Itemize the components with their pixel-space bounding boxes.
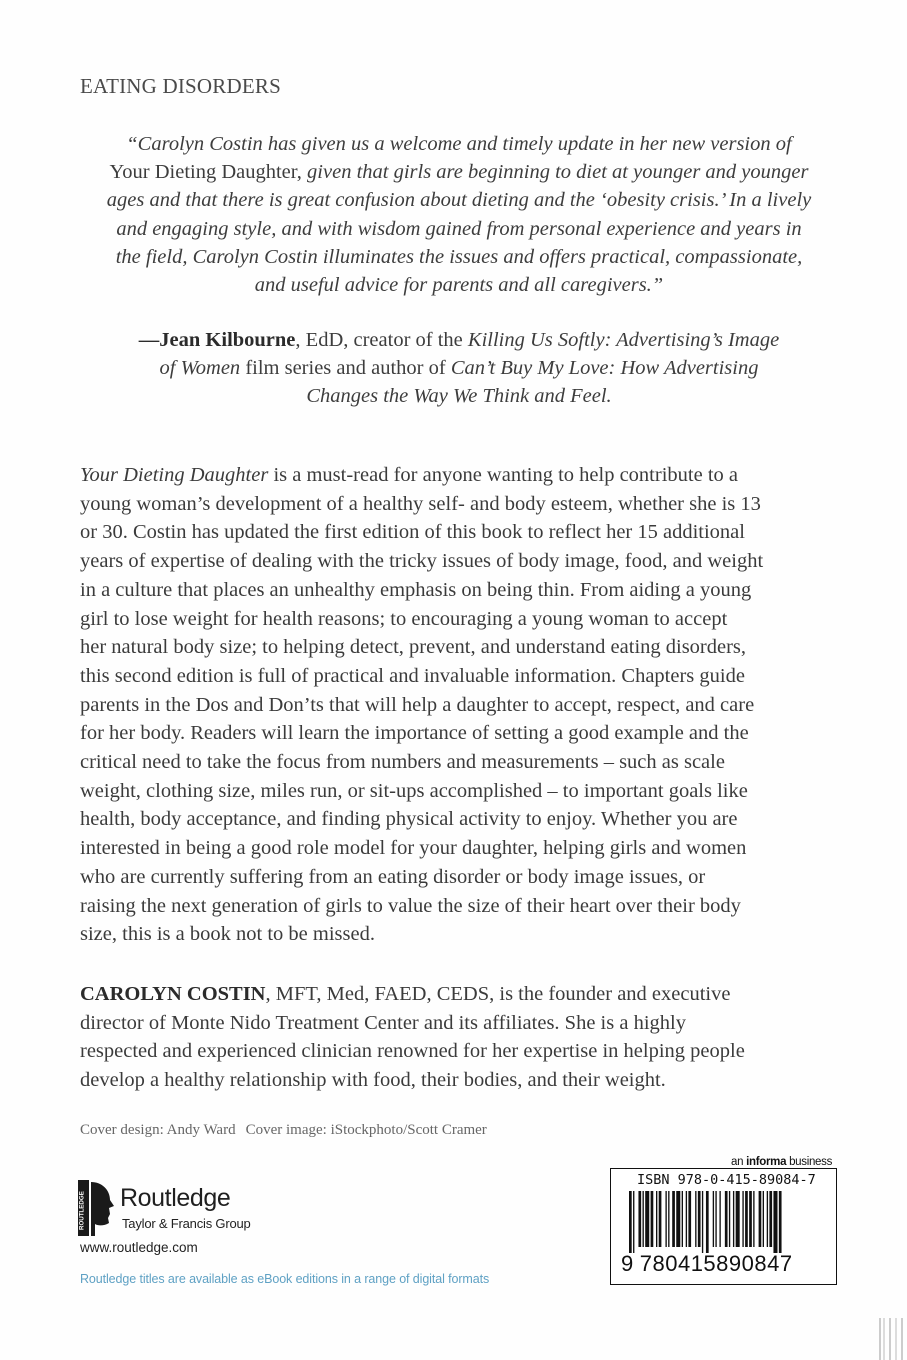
barcode-bar	[672, 1191, 675, 1247]
barcode-bar	[736, 1191, 740, 1247]
routledge-head-icon	[78, 1180, 116, 1236]
barcode-bar	[643, 1191, 644, 1247]
quote-text: given that girls are beginning to diet at younger and younger	[301, 161, 809, 184]
barcode-bar	[779, 1191, 782, 1253]
informa-prefix: an	[731, 1156, 747, 1168]
attribution-text: , EdD, creator of the	[295, 329, 468, 351]
informa-business-label	[731, 1156, 832, 1168]
quote-book-title: Your Dieting Daughter,	[109, 161, 302, 184]
description-line: girl to lose weight for health reasons; to encouraging a young woman to accept	[80, 607, 728, 630]
barcode-bar	[665, 1191, 666, 1247]
description-line	[80, 461, 846, 490]
barcode-bar	[763, 1191, 764, 1247]
barcode-bar	[753, 1191, 754, 1247]
barcode-bar	[659, 1191, 662, 1247]
attribution-text: film series and author of	[240, 357, 451, 380]
barcode-digit-lead: 9	[621, 1251, 634, 1276]
description-line: young woman’s development of a healthy self- and body esteem, whether she is 13	[80, 492, 761, 515]
bio-line: develop a healthy relationship with food, their bodies, and their weight.	[80, 1069, 666, 1092]
barcode-bar	[638, 1191, 641, 1247]
barcode-bar	[633, 1191, 634, 1253]
description-line: who are currently suffering from an eating disorder or body image issues, or	[80, 865, 706, 888]
barcode-bar	[767, 1191, 768, 1247]
barcode-bar	[742, 1191, 743, 1247]
description-line: health, body acceptance, and finding physical activity to enjoy. Whether you are	[80, 808, 738, 831]
attribution-title: Killing Us Softly: Advertising’s Image	[467, 329, 780, 351]
quote-line: the field, Carolyn Costin illuminates the issues and offers practical, compassionate,	[115, 245, 803, 268]
attribution-line: Changes the Way We Think and Feel.	[306, 385, 612, 408]
description-line: this second edition is full of practical and invaluable information. Chapters guide	[80, 664, 745, 687]
barcode-bar	[676, 1191, 680, 1247]
description-line: her natural body size; to helping detect, prevent, and understand eating disorders,	[80, 636, 747, 659]
cover-image-credit: Cover image: iStockphoto/Scott Cramer	[245, 1122, 487, 1138]
description-line: critical need to take the focus from numbers and measurements – such as scale	[80, 751, 725, 774]
publisher-name: Routledge	[120, 1184, 231, 1212]
quote-line: “Carolyn Costin has given us a welcome and timely update in her new version of	[126, 133, 792, 155]
barcode-digits	[621, 1251, 793, 1277]
barcode-bar	[668, 1191, 669, 1247]
informa-suffix: business	[786, 1156, 833, 1168]
barcode-bar	[719, 1191, 720, 1247]
cover-credits	[80, 1122, 487, 1139]
description-line: raising the next generation of girls to value the size of their heart over their body	[80, 894, 741, 917]
bio-text: , MFT, Med, FAED, CEDS, is the founder and executive	[265, 983, 731, 1005]
author-bio	[80, 980, 846, 1095]
barcode-bar	[682, 1191, 683, 1247]
barcode-bar	[715, 1191, 716, 1247]
category-heading: EATING DISORDERS	[80, 74, 281, 98]
description-line: in a culture that places an unhealthy emphasis on being thin. From aiding a young	[80, 578, 752, 601]
bio-line	[80, 980, 846, 1009]
barcode-bar	[629, 1191, 632, 1253]
description-text: is a must-read for anyone wanting to help contribute to a	[268, 464, 738, 486]
description-line: size, this is a book not to be missed.	[80, 923, 375, 946]
description-line: years of expertise of dealing with the tricky issues of body image, food, and weight	[80, 550, 764, 573]
description-line: for her body. Readers will learn the importance of setting a good example and the	[80, 722, 749, 745]
barcode-bar	[749, 1191, 752, 1247]
book-description	[80, 461, 846, 949]
quote-line: ages and that there is great confusion about dieting and the ‘obesity crisis.’ In a lively	[106, 189, 812, 212]
isbn-barcode	[610, 1168, 837, 1285]
barcode-bars	[621, 1191, 826, 1253]
author-name: CAROLYN COSTIN	[80, 983, 266, 1005]
barcode-bar	[713, 1191, 714, 1247]
publisher-website: www.routledge.com	[80, 1240, 198, 1255]
barcode-bar	[729, 1191, 730, 1247]
informa-brand: informa	[746, 1156, 787, 1168]
description-line: or 30. Costin has updated the first edition of this book to reflect her 15 additional	[80, 521, 745, 544]
attribution-title: Can’t Buy My Love: How Advertising	[450, 357, 759, 380]
barcode-bar	[725, 1191, 728, 1247]
description-line: parents in the Dos and Don’ts that will help a daughter to accept, respect, and care	[80, 693, 755, 716]
barcode-bar	[645, 1191, 649, 1247]
description-line: weight, clothing size, miles run, or sit-ups accomplished – to important goals like	[80, 779, 748, 802]
book-title: Your Dieting Daughter	[80, 464, 269, 486]
quote-line: and useful advice for parents and all caregivers.”	[254, 274, 664, 297]
ebook-availability-note: Routledge titles are available as eBook editions in a range of digital formats	[80, 1272, 490, 1286]
routledge-logo	[78, 1180, 278, 1236]
barcode-bar	[686, 1191, 687, 1247]
edge-trim-marks	[876, 1318, 906, 1360]
barcode-bar	[651, 1191, 654, 1247]
description-line: interested in being a good role model for your daughter, helping girls and women	[80, 837, 747, 860]
quote-line	[80, 158, 838, 186]
barcode-bar	[698, 1191, 701, 1247]
attribution-line	[80, 326, 838, 354]
endorsement-quote	[80, 130, 838, 299]
barcode-bar	[688, 1191, 691, 1247]
publisher-group: Taylor & Francis Group	[122, 1216, 251, 1231]
isbn-number: ISBN 978-0-415-89084-7	[637, 1172, 816, 1188]
bio-line: respected and experienced clinician renowned for her expertise in helping people	[80, 1040, 745, 1063]
cover-design-credit: Cover design: Andy Ward	[80, 1122, 236, 1138]
logo-spine-text: ROUTLEDGE	[78, 1191, 86, 1230]
barcode-bar	[745, 1191, 748, 1247]
attribution-line	[80, 354, 838, 382]
barcode-digits-main: 780415890847	[639, 1251, 793, 1276]
barcode-bar	[773, 1191, 777, 1253]
endorsement-attribution	[80, 326, 838, 411]
attribution-title: of Women	[159, 357, 241, 380]
barcode-bar	[733, 1191, 734, 1247]
barcode-bar	[695, 1191, 696, 1247]
endorser-name: —Jean Kilbourne	[138, 329, 296, 351]
barcode-bar	[702, 1191, 703, 1253]
barcode-bar	[706, 1191, 709, 1253]
barcode-bar	[759, 1191, 762, 1247]
barcode-bar	[656, 1191, 657, 1247]
barcode-bar	[769, 1191, 772, 1247]
bio-line: director of Monte Nido Treatment Center and its affiliates. She is a highly	[80, 1011, 686, 1034]
quote-line: and engaging style, and with wisdom gained from personal experience and years in	[116, 217, 802, 240]
